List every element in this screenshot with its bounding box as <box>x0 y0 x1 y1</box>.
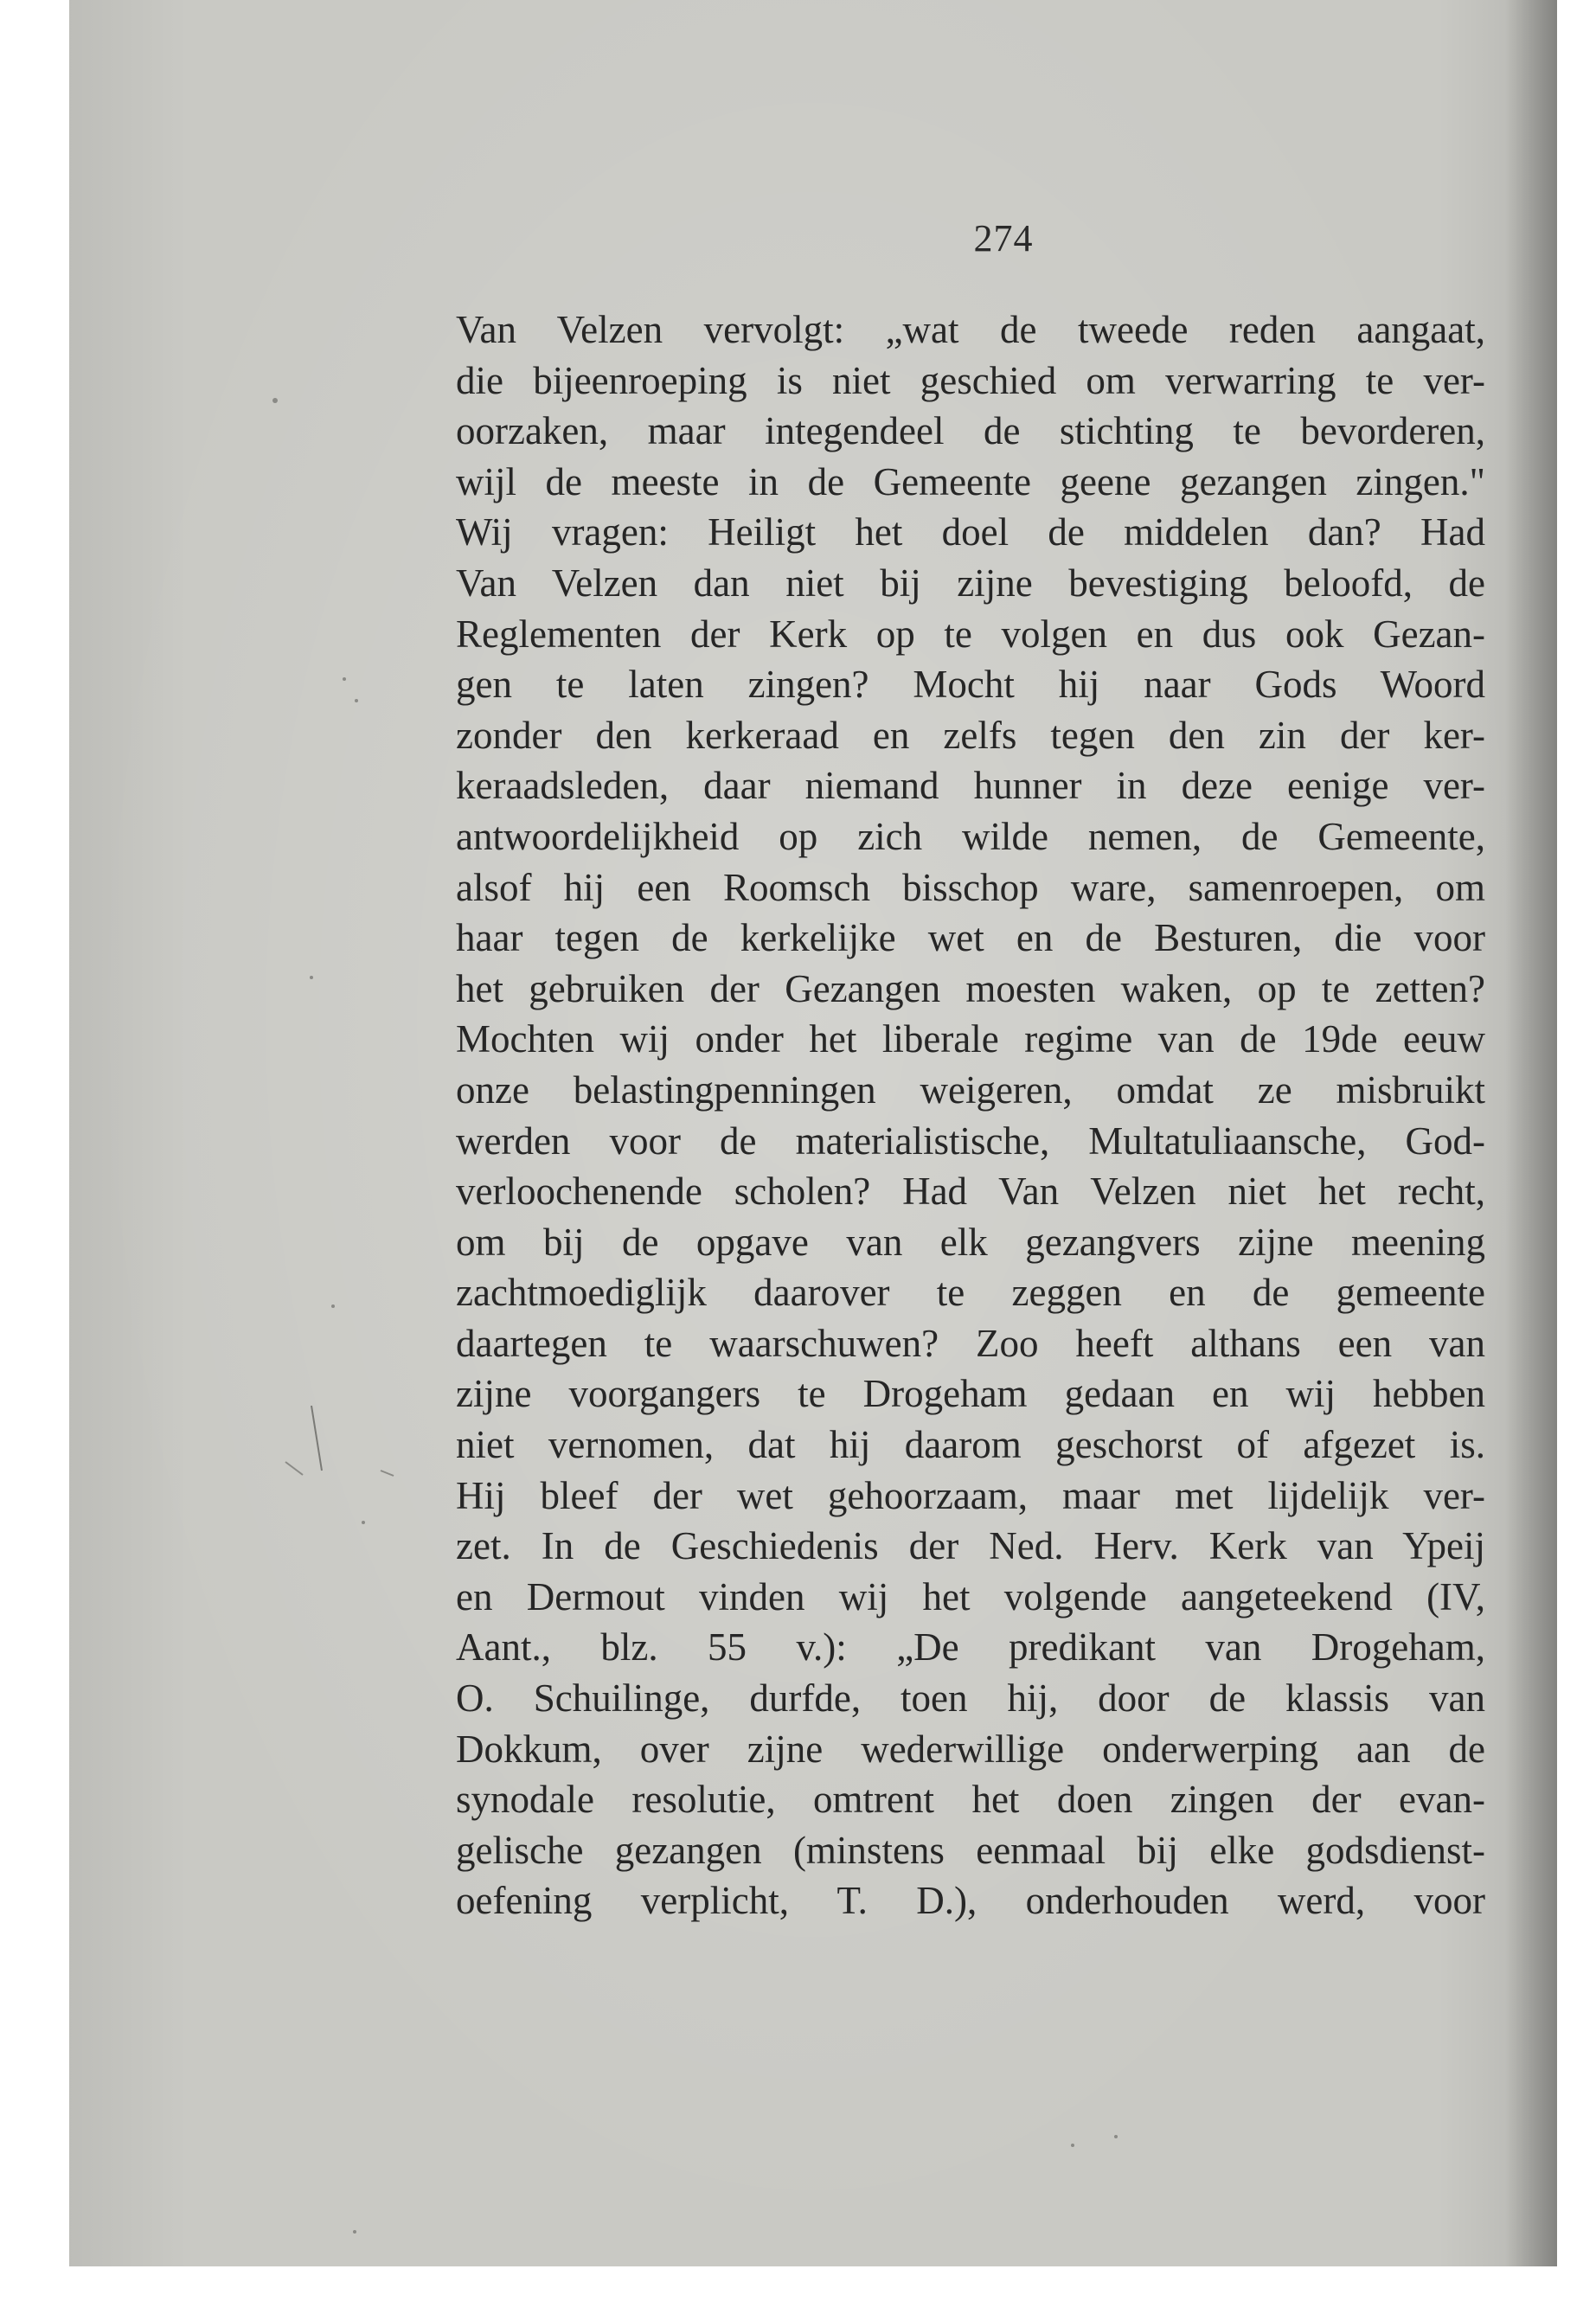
text-line: zet. In de Geschiedenis der Ned. Herv. Kerk van Ypeij <box>456 1524 1485 1568</box>
text-line: om bij de opgave van elk gezangvers zijne meening <box>456 1220 1485 1264</box>
text-line: Wij vragen: Heiligt het doel de middelen dan? Had <box>456 510 1485 554</box>
text-line: die bijeenroeping is niet geschied om verwarring te ver- <box>456 358 1485 402</box>
text-line: zonder den kerkeraad en zelfs tegen den zin der ker- <box>456 713 1485 757</box>
text-line: Mochten wij onder het liberale regime van de 19de eeuw <box>456 1017 1485 1061</box>
text-line: verloochenende scholen? Had Van Velzen niet het recht, <box>456 1170 1485 1214</box>
text-line: onze belastingpenningen weigeren, omdat ze misbruikt <box>456 1067 1485 1112</box>
text-line: wijl de meeste in de Gemeente geene gezangen zingen." <box>456 459 1485 503</box>
text-line: haar tegen de kerkelijke wet en de Besturen, die voor <box>456 916 1485 960</box>
text-line: daartegen te waarschuwen? Zoo heeft althans een van <box>456 1321 1485 1365</box>
text-line: Reglementen der Kerk op te volgen en dus ook Gezan- <box>456 612 1485 656</box>
text-line: Aant., blz. 55 v.): „De predikant van Drogeham, <box>456 1625 1485 1670</box>
text-line: gelische gezangen (minstens eenmaal bij elke godsdienst- <box>456 1828 1485 1872</box>
text-line: O. Schuilinge, durfde, toen hij, door de klassis van <box>456 1676 1485 1721</box>
text-line: werden voor de materialistische, Multatuliaansche, God- <box>456 1118 1485 1163</box>
text-line: Van Velzen dan niet bij zijne bevestiging beloofd, de <box>456 561 1485 605</box>
text-line: Van Velzen vervolgt: „wat de tweede reden aangaat, <box>456 308 1485 351</box>
text-line: Hij bleef der wet gehoorzaam, maar met lijdelijk ver- <box>456 1473 1485 1517</box>
text-line: zachtmoediglijk daarover te zeggen en de gemeente <box>456 1271 1485 1315</box>
body-text <box>456 304 1485 1926</box>
text-line: het gebruiken der Gezangen moesten waken, op te zetten? <box>456 966 1485 1010</box>
text-line: zijne voorgangers te Drogeham gedaan en wij hebben <box>456 1372 1485 1416</box>
text-line: oefening verplicht, T. D.), onderhouden werd, voor <box>456 1879 1485 1923</box>
text-line: Dokkum, over zijne wederwillige onderwerping aan de <box>456 1727 1485 1771</box>
text-line: keraadsleden, daar niemand hunner in deze eenige ver- <box>456 764 1485 808</box>
binding-shadow <box>1505 0 1557 2266</box>
text-line: oorzaken, maar integendeel de stichting te bevorderen, <box>456 409 1485 453</box>
text-line: alsof hij een Roomsch bisschop ware, samenroepen, om <box>456 865 1485 909</box>
text-line: antwoordelijkheid op zich wilde nemen, de Gemeente, <box>456 814 1485 858</box>
text-line: gen te laten zingen? Mocht hij naar Gods Woord <box>456 663 1485 707</box>
text-line: synodale resolutie, omtrent het doen zingen der evan- <box>456 1778 1485 1822</box>
page-number: 274 <box>973 217 1034 260</box>
text-line: niet vernomen, dat hij daarom geschorst of afgezet is. <box>456 1423 1485 1467</box>
text-line: en Dermout vinden wij het volgende aangeteekend (IV, <box>456 1574 1485 1618</box>
